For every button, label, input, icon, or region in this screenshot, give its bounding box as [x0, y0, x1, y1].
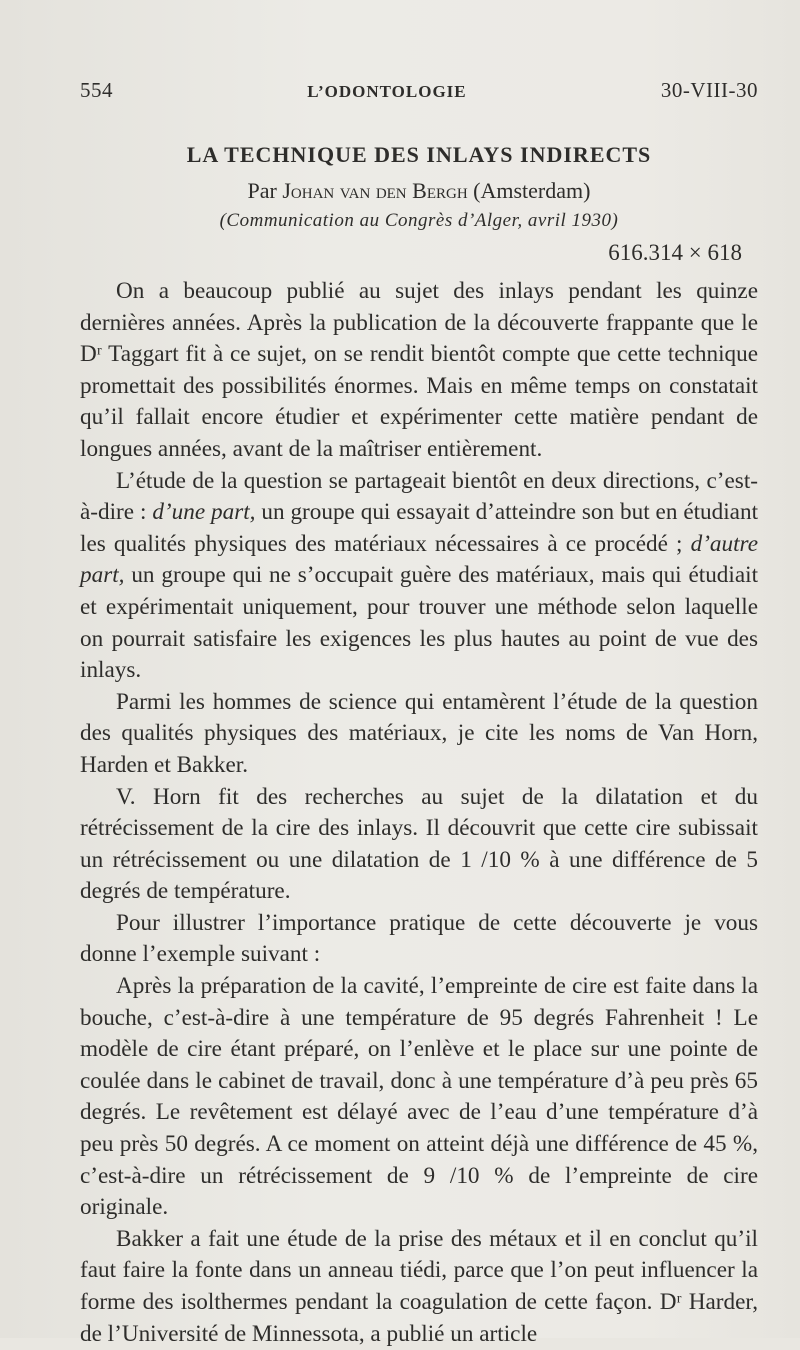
communication-note: (Communication au Congrès d’Alger, avril 1930): [219, 210, 619, 231]
paragraph: V. Horn fit des recherches au sujet de la dilatation et du rétrécissement de la cire des inlays. Il découvrit que cette cire subissait un rétrécissement ou une dilatation de 1 /10 % à une différence de 5 degrés de température.: [80, 783, 758, 905]
text-run: L’étude de la question se partageait bientôt en deux directions, c’est-à-dire :: [80, 467, 758, 526]
classification-number: 616.314 × 618: [608, 240, 742, 265]
paragraph: Pour illustrer l’importance pratique de cette découverte je vous donne l’exemple suivant :: [80, 909, 758, 968]
paragraph: On a beaucoup publié au sujet des inlays pendant les quinze dernières années. Après la publication de la découverte frappante que le Dʳ Taggart fit à ce sujet, on se rendit bientôt compte que cette technique promettait des possibilités énormes. Mais en même temps on constatait qu’il fallait encore étudier et expérimenter cette matière pendant de longues années, avant de la maîtriser entièrement.: [80, 278, 758, 462]
article-body: [80, 276, 758, 1350]
author-place: (Amsterdam): [473, 178, 591, 203]
paragraph: [80, 466, 758, 687]
article-title: LA TECHNIQUE DES INLAYS INDIRECTS: [186, 142, 652, 167]
italic-run: d’autre part,: [80, 530, 758, 589]
issue-date: 30-VIII-30: [660, 78, 758, 102]
author-name: Johan van den Bergh: [282, 178, 468, 203]
italic-run: d’une part,: [152, 499, 256, 526]
page-number: 554: [80, 78, 113, 102]
paragraph: Bakker a fait une étude de la prise des métaux et il en conclut qu’il faut faire la fonte dans un anneau tiédi, parce que l’on peut influencer la forme des isolthermes pendant la coagulation de cette façon. Dʳ Harder, de l’Université de Minnessota, a publié un article: [80, 1225, 758, 1347]
byline: [80, 178, 758, 204]
paragraph: Après la préparation de la cavité, l’empreinte de cire est faite dans la bouche, c’est-à-dire à une température de 95 degrés Fahrenheit ! Le modèle de cire étant préparé, on l’enlève et le place sur une pointe de coulée dans le cabinet de travail, donc à une température d’à peu près 65 degrés. Le revêtement est délayé avec de l’eau d’une température d’à peu près 50 degrés. A ce moment on atteint déjà une différence de 45 %, c’est-à-dire un rétrécissement de 9 /10 % de l’empreinte de cire originale.: [80, 973, 758, 1221]
paragraph: Parmi les hommes de science qui entamèrent l’étude de la question des qualités physiques des matériaux, je cite les noms de Van Horn, Harden et Bakker.: [80, 688, 758, 778]
text-run: un groupe qui essayait d’atteindre son but en étudiant les qualités physiques des matériaux nécessaires à ce procédé ;: [80, 499, 759, 557]
running-head: [80, 78, 758, 110]
journal-title: L’ODONTOLOGIE: [307, 82, 467, 101]
byline-prefix: Par: [247, 178, 277, 203]
text-run: un groupe qui ne s’occupait guère des matériaux, mais qui étudiait et expérimentait uniquement, pour trouver une méthode selon laquelle on pourrait satisfaire les exigences les plus hautes au point de vue des inlays.: [80, 562, 759, 684]
